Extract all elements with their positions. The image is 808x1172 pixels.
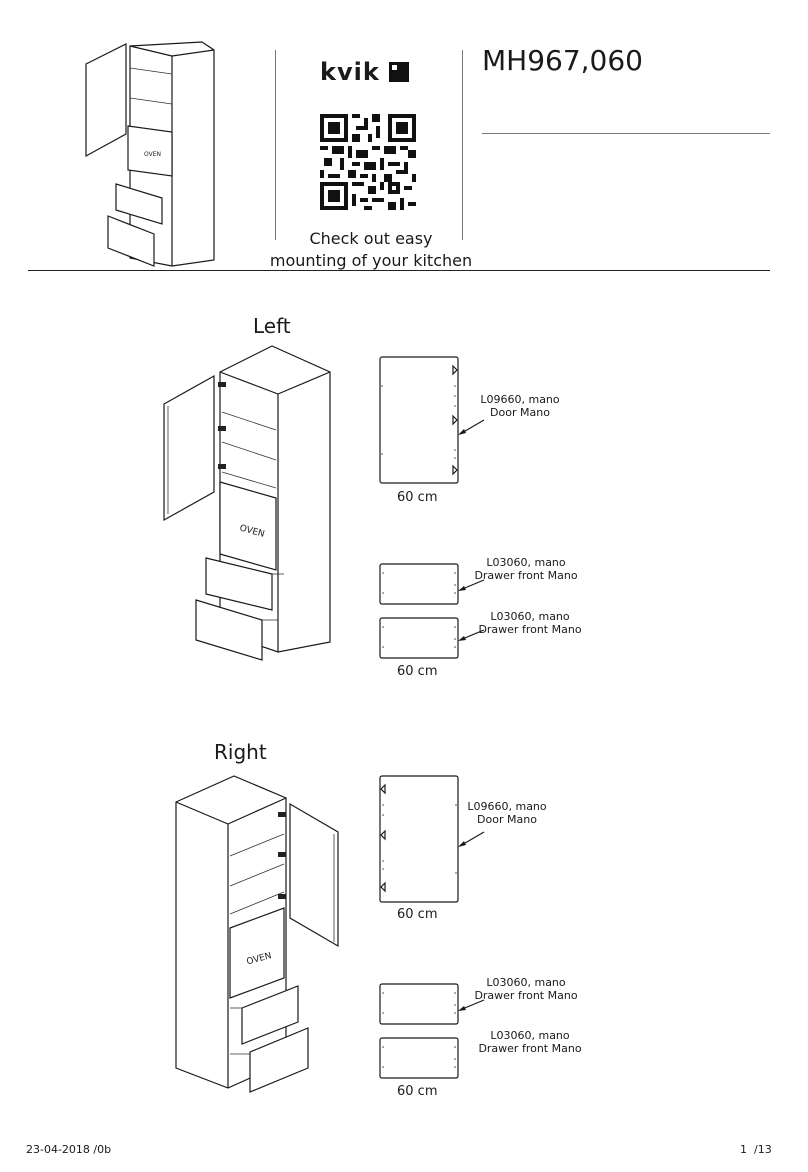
drawer-width-left: 60 cm — [397, 664, 438, 679]
door-name-right: Door Mano — [477, 813, 537, 826]
drawer-front-left-1 — [379, 563, 461, 607]
qr-caption-line1: Check out easy — [309, 229, 433, 248]
door-label-left — [470, 393, 570, 419]
door-width-left: 60 cm — [397, 490, 438, 505]
door-pointer-arrow-left — [456, 418, 486, 438]
drawer-name-left-2: Drawer front Mano — [478, 623, 582, 636]
header-divider-right — [462, 50, 463, 240]
drawer-name-right-1: Drawer front Mano — [474, 989, 578, 1002]
oven-text-thumb: OVEN — [144, 151, 162, 158]
header-separator — [28, 270, 770, 271]
door-pointer-arrow-right — [456, 830, 486, 850]
door-code-left: L09660, mano — [480, 393, 560, 406]
brand-name: kvik — [320, 58, 380, 86]
product-code: MH967,060 — [482, 44, 643, 77]
qr-code-icon — [320, 114, 416, 210]
cabinet-thumbnail-illustration — [80, 38, 220, 270]
drawer-code-right-2: L03060, mano — [490, 1029, 570, 1042]
drawer-front-right-1 — [379, 983, 461, 1027]
drawer-width-right: 60 cm — [397, 1084, 438, 1099]
door-panel-right — [379, 775, 461, 905]
footer-page-number: 1 /13 — [740, 1143, 772, 1156]
drawer-front-left-2 — [379, 617, 461, 661]
door-name-left: Door Mano — [490, 406, 550, 419]
footer-date-revision: 23-04-2018 /0b — [26, 1143, 112, 1156]
drawer-label-left-2 — [474, 610, 586, 636]
brand-logo — [320, 58, 409, 86]
header-divider-left — [275, 50, 276, 240]
qr-caption — [262, 228, 480, 272]
drawer-label-right-1 — [470, 976, 582, 1002]
drawer-name-right-2: Drawer front Mano — [478, 1042, 582, 1055]
cabinet-left-illustration — [160, 342, 340, 662]
drawer-code-right-1: L03060, mano — [486, 976, 566, 989]
door-label-right — [457, 800, 557, 826]
door-panel-left — [379, 356, 461, 486]
door-code-right: L09660, mano — [467, 800, 547, 813]
drawer-name-left-1: Drawer front Mano — [474, 569, 578, 582]
cabinet-right-illustration — [172, 772, 342, 1092]
drawer-label-left-1 — [470, 556, 582, 582]
oven-text-right: OVEN — [245, 951, 273, 968]
qr-caption-line2: mounting of your kitchen — [269, 251, 473, 270]
oven-text-left: OVEN — [238, 523, 266, 540]
section-title-left: Left — [253, 314, 291, 338]
product-code-underline — [482, 133, 770, 134]
brand-square-icon — [389, 62, 409, 82]
drawer-front-right-2 — [379, 1037, 461, 1081]
drawer-code-left-2: L03060, mano — [490, 610, 570, 623]
door-width-right: 60 cm — [397, 907, 438, 922]
drawer-code-left-1: L03060, mano — [486, 556, 566, 569]
drawer-label-right-2 — [474, 1029, 586, 1055]
section-title-right: Right — [214, 740, 267, 764]
